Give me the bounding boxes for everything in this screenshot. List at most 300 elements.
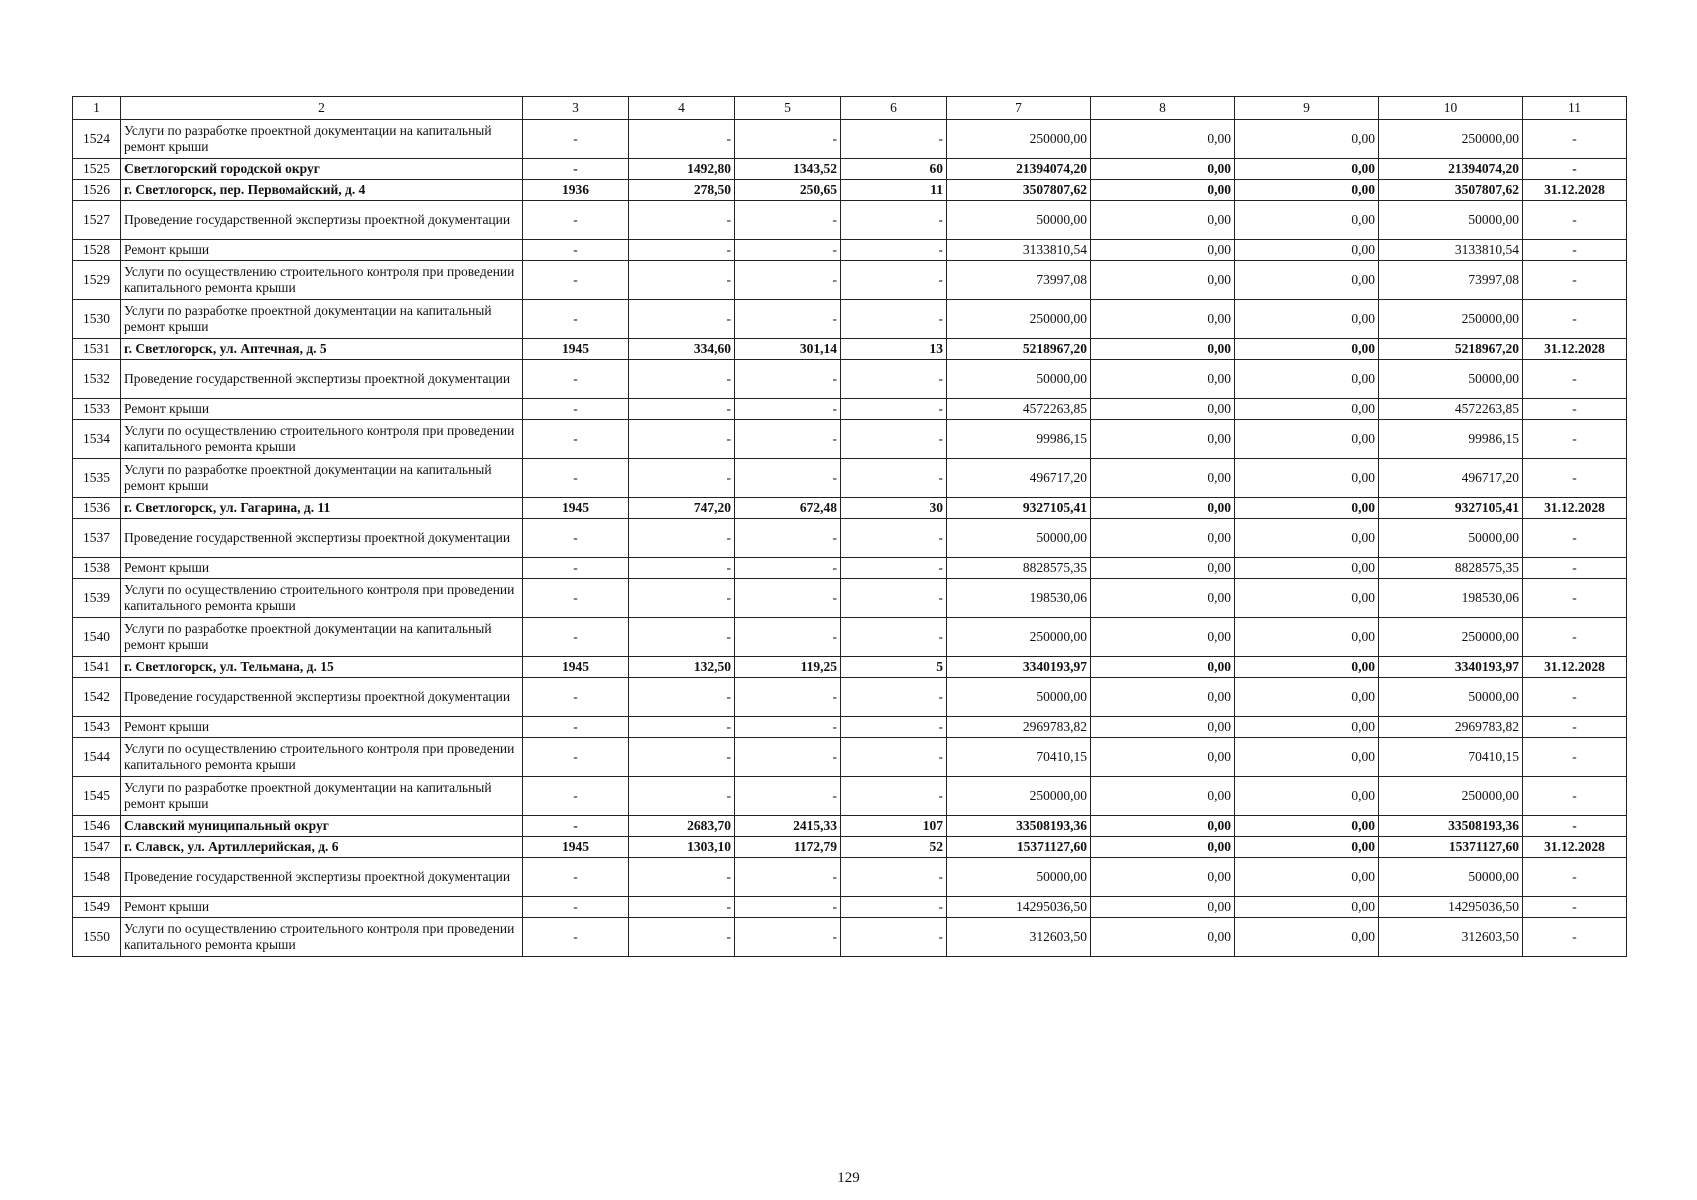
deadline-cell: - [1523,459,1627,498]
budget-cost-cell: 0,00 [1235,180,1379,201]
year-cell: - [523,420,629,459]
area-total-cell: 747,20 [629,498,735,519]
table-row [73,459,1627,498]
item-name-cell: Проведение государственной экспертизы проектной документации [121,201,523,240]
table-row [73,678,1627,717]
area-total-cell: - [629,261,735,300]
owners-cost-cell: 3507807,62 [1379,180,1523,201]
year-cell: - [523,459,629,498]
year-cell: - [523,240,629,261]
fund-cost-cell: 0,00 [1091,180,1235,201]
table-row [73,558,1627,579]
fund-cost-cell: 0,00 [1091,300,1235,339]
table-row [73,261,1627,300]
fund-cost-cell: 0,00 [1091,420,1235,459]
year-cell: - [523,120,629,159]
area-living-cell: - [735,201,841,240]
item-name-cell: Ремонт крыши [121,717,523,738]
area-living-cell: - [735,897,841,918]
owners-cost-cell: 99986,15 [1379,420,1523,459]
item-name-cell: Услуги по разработке проектной документации на капитальный ремонт крыши [121,777,523,816]
deadline-cell: 31.12.2028 [1523,180,1627,201]
header-cell: 5 [735,97,841,120]
budget-cost-cell: 0,00 [1235,459,1379,498]
fund-cost-cell: 0,00 [1091,339,1235,360]
item-name-cell: г. Светлогорск, ул. Аптечная, д. 5 [121,339,523,360]
total-cost-cell: 4572263,85 [947,399,1091,420]
residents-cell: - [841,579,947,618]
table-body [73,97,1627,957]
area-living-cell: - [735,459,841,498]
owners-cost-cell: 50000,00 [1379,201,1523,240]
deadline-cell: 31.12.2028 [1523,498,1627,519]
owners-cost-cell: 15371127,60 [1379,837,1523,858]
row-number-cell: 1535 [73,459,121,498]
area-total-cell: 132,50 [629,657,735,678]
owners-cost-cell: 250000,00 [1379,300,1523,339]
owners-cost-cell: 198530,06 [1379,579,1523,618]
residents-cell: - [841,897,947,918]
area-total-cell: - [629,120,735,159]
area-total-cell: - [629,420,735,459]
fund-cost-cell: 0,00 [1091,717,1235,738]
table-row [73,918,1627,957]
residents-cell: 11 [841,180,947,201]
total-cost-cell: 250000,00 [947,777,1091,816]
residents-cell: 60 [841,159,947,180]
area-living-cell: - [735,519,841,558]
residents-cell: - [841,618,947,657]
item-name-cell: Услуги по осуществлению строительного контроля при проведении капитального ремонта крыши [121,261,523,300]
fund-cost-cell: 0,00 [1091,519,1235,558]
row-number-cell: 1524 [73,120,121,159]
fund-cost-cell: 0,00 [1091,738,1235,777]
deadline-cell: 31.12.2028 [1523,837,1627,858]
item-name-cell: Славский муниципальный округ [121,816,523,837]
owners-cost-cell: 496717,20 [1379,459,1523,498]
budget-cost-cell: 0,00 [1235,858,1379,897]
residents-cell: - [841,519,947,558]
total-cost-cell: 15371127,60 [947,837,1091,858]
residents-cell: 52 [841,837,947,858]
item-name-cell: Услуги по осуществлению строительного контроля при проведении капитального ремонта крыши [121,579,523,618]
year-cell: - [523,519,629,558]
year-cell: 1945 [523,657,629,678]
deadline-cell: - [1523,579,1627,618]
area-total-cell: - [629,459,735,498]
table-row [73,498,1627,519]
owners-cost-cell: 250000,00 [1379,618,1523,657]
table-row [73,579,1627,618]
budget-cost-cell: 0,00 [1235,738,1379,777]
table-row [73,159,1627,180]
owners-cost-cell: 8828575,35 [1379,558,1523,579]
owners-cost-cell: 50000,00 [1379,858,1523,897]
year-cell: - [523,777,629,816]
area-total-cell: - [629,519,735,558]
total-cost-cell: 250000,00 [947,300,1091,339]
row-number-cell: 1547 [73,837,121,858]
total-cost-cell: 250000,00 [947,618,1091,657]
area-total-cell: - [629,777,735,816]
deadline-cell: - [1523,120,1627,159]
total-cost-cell: 3133810,54 [947,240,1091,261]
deadline-cell: - [1523,558,1627,579]
area-living-cell: - [735,261,841,300]
item-name-cell: Проведение государственной экспертизы проектной документации [121,519,523,558]
table-row [73,657,1627,678]
row-number-cell: 1530 [73,300,121,339]
budget-cost-cell: 0,00 [1235,558,1379,579]
year-cell: 1945 [523,339,629,360]
residents-cell: - [841,717,947,738]
owners-cost-cell: 21394074,20 [1379,159,1523,180]
header-cell: 3 [523,97,629,120]
deadline-cell: - [1523,618,1627,657]
budget-cost-cell: 0,00 [1235,339,1379,360]
row-number-cell: 1545 [73,777,121,816]
total-cost-cell: 2969783,82 [947,717,1091,738]
total-cost-cell: 5218967,20 [947,339,1091,360]
year-cell: - [523,897,629,918]
row-number-cell: 1531 [73,339,121,360]
budget-cost-cell: 0,00 [1235,717,1379,738]
row-number-cell: 1528 [73,240,121,261]
deadline-cell: - [1523,420,1627,459]
fund-cost-cell: 0,00 [1091,201,1235,240]
residents-cell: - [841,120,947,159]
residents-cell: - [841,201,947,240]
item-name-cell: Услуги по осуществлению строительного контроля при проведении капитального ремонта крыши [121,420,523,459]
header-cell: 4 [629,97,735,120]
table-row [73,858,1627,897]
area-living-cell: - [735,240,841,261]
total-cost-cell: 73997,08 [947,261,1091,300]
budget-cost-cell: 0,00 [1235,261,1379,300]
deadline-cell: - [1523,738,1627,777]
item-name-cell: Ремонт крыши [121,558,523,579]
area-living-cell: - [735,918,841,957]
residents-cell: 107 [841,816,947,837]
area-total-cell: - [629,717,735,738]
residents-cell: - [841,300,947,339]
item-name-cell: Светлогорский городской округ [121,159,523,180]
residents-cell: - [841,399,947,420]
fund-cost-cell: 0,00 [1091,858,1235,897]
budget-cost-cell: 0,00 [1235,300,1379,339]
total-cost-cell: 50000,00 [947,360,1091,399]
area-living-cell: - [735,420,841,459]
year-cell: - [523,261,629,300]
residents-cell: 13 [841,339,947,360]
total-cost-cell: 3507807,62 [947,180,1091,201]
owners-cost-cell: 50000,00 [1379,678,1523,717]
area-total-cell: - [629,738,735,777]
deadline-cell: - [1523,519,1627,558]
budget-cost-cell: 0,00 [1235,777,1379,816]
residents-cell: 30 [841,498,947,519]
table-row [73,300,1627,339]
item-name-cell: Услуги по разработке проектной документации на капитальный ремонт крыши [121,300,523,339]
budget-cost-cell: 0,00 [1235,897,1379,918]
area-living-cell: - [735,678,841,717]
area-living-cell: - [735,777,841,816]
row-number-cell: 1534 [73,420,121,459]
fund-cost-cell: 0,00 [1091,459,1235,498]
budget-cost-cell: 0,00 [1235,420,1379,459]
row-number-cell: 1550 [73,918,121,957]
area-total-cell: 1492,80 [629,159,735,180]
fund-cost-cell: 0,00 [1091,678,1235,717]
fund-cost-cell: 0,00 [1091,837,1235,858]
year-cell: - [523,399,629,420]
row-number-cell: 1529 [73,261,121,300]
budget-cost-cell: 0,00 [1235,816,1379,837]
fund-cost-cell: 0,00 [1091,816,1235,837]
row-number-cell: 1538 [73,558,121,579]
area-total-cell: 334,60 [629,339,735,360]
row-number-cell: 1526 [73,180,121,201]
row-number-cell: 1546 [73,816,121,837]
area-total-cell: - [629,897,735,918]
row-number-cell: 1533 [73,399,121,420]
area-living-cell: - [735,399,841,420]
item-name-cell: Ремонт крыши [121,897,523,918]
area-total-cell: - [629,678,735,717]
budget-cost-cell: 0,00 [1235,519,1379,558]
budget-cost-cell: 0,00 [1235,678,1379,717]
residents-cell: - [841,738,947,777]
item-name-cell: Проведение государственной экспертизы проектной документации [121,360,523,399]
deadline-cell: - [1523,159,1627,180]
total-cost-cell: 33508193,36 [947,816,1091,837]
owners-cost-cell: 4572263,85 [1379,399,1523,420]
item-name-cell: г. Светлогорск, пер. Первомайский, д. 4 [121,180,523,201]
area-living-cell: - [735,120,841,159]
residents-cell: 5 [841,657,947,678]
residents-cell: - [841,918,947,957]
deadline-cell: - [1523,717,1627,738]
year-cell: - [523,579,629,618]
header-cell: 6 [841,97,947,120]
budget-cost-cell: 0,00 [1235,837,1379,858]
budget-cost-cell: 0,00 [1235,399,1379,420]
residents-cell: - [841,777,947,816]
table-row [73,180,1627,201]
owners-cost-cell: 250000,00 [1379,777,1523,816]
owners-cost-cell: 2969783,82 [1379,717,1523,738]
item-name-cell: г. Светлогорск, ул. Тельмана, д. 15 [121,657,523,678]
area-living-cell: 2415,33 [735,816,841,837]
fund-cost-cell: 0,00 [1091,657,1235,678]
table-row [73,738,1627,777]
year-cell: - [523,360,629,399]
fund-cost-cell: 0,00 [1091,120,1235,159]
item-name-cell: Услуги по осуществлению строительного контроля при проведении капитального ремонта крыши [121,738,523,777]
table-row [73,777,1627,816]
header-cell: 11 [1523,97,1627,120]
total-cost-cell: 50000,00 [947,678,1091,717]
year-cell: - [523,618,629,657]
year-cell: - [523,816,629,837]
year-cell: 1945 [523,837,629,858]
area-living-cell: 250,65 [735,180,841,201]
total-cost-cell: 3340193,97 [947,657,1091,678]
row-number-cell: 1543 [73,717,121,738]
fund-cost-cell: 0,00 [1091,240,1235,261]
area-living-cell: - [735,618,841,657]
fund-cost-cell: 0,00 [1091,579,1235,618]
fund-cost-cell: 0,00 [1091,360,1235,399]
header-cell: 10 [1379,97,1523,120]
page-number: 129 [837,1170,860,1186]
owners-cost-cell: 312603,50 [1379,918,1523,957]
year-cell: - [523,201,629,240]
residents-cell: - [841,678,947,717]
item-name-cell: г. Светлогорск, ул. Гагарина, д. 11 [121,498,523,519]
deadline-cell: - [1523,261,1627,300]
area-total-cell: - [629,300,735,339]
residents-cell: - [841,558,947,579]
row-number-cell: 1525 [73,159,121,180]
area-total-cell: - [629,201,735,240]
row-number-cell: 1544 [73,738,121,777]
deadline-cell: - [1523,918,1627,957]
table-row [73,897,1627,918]
total-cost-cell: 496717,20 [947,459,1091,498]
area-total-cell: 1303,10 [629,837,735,858]
row-number-cell: 1536 [73,498,121,519]
fund-cost-cell: 0,00 [1091,558,1235,579]
budget-cost-cell: 0,00 [1235,918,1379,957]
area-total-cell: - [629,618,735,657]
table-row [73,837,1627,858]
year-cell: - [523,717,629,738]
budget-cost-cell: 0,00 [1235,360,1379,399]
deadline-cell: 31.12.2028 [1523,657,1627,678]
year-cell: - [523,858,629,897]
area-living-cell: - [735,738,841,777]
area-total-cell: - [629,858,735,897]
deadline-cell: - [1523,897,1627,918]
owners-cost-cell: 33508193,36 [1379,816,1523,837]
table-row [73,201,1627,240]
fund-cost-cell: 0,00 [1091,897,1235,918]
total-cost-cell: 50000,00 [947,858,1091,897]
item-name-cell: Ремонт крыши [121,240,523,261]
owners-cost-cell: 70410,15 [1379,738,1523,777]
header-cell: 2 [121,97,523,120]
year-cell: - [523,918,629,957]
budget-cost-cell: 0,00 [1235,498,1379,519]
deadline-cell: - [1523,399,1627,420]
area-living-cell: 1343,52 [735,159,841,180]
residents-cell: - [841,240,947,261]
deadline-cell: - [1523,816,1627,837]
fund-cost-cell: 0,00 [1091,399,1235,420]
deadline-cell: - [1523,858,1627,897]
column-number-header [73,97,1627,120]
deadline-cell: 31.12.2028 [1523,339,1627,360]
fund-cost-cell: 0,00 [1091,159,1235,180]
header-cell: 1 [73,97,121,120]
deadline-cell: - [1523,360,1627,399]
row-number-cell: 1541 [73,657,121,678]
area-living-cell: - [735,300,841,339]
total-cost-cell: 21394074,20 [947,159,1091,180]
year-cell: - [523,738,629,777]
row-number-cell: 1548 [73,858,121,897]
residents-cell: - [841,858,947,897]
table-row [73,339,1627,360]
area-total-cell: - [629,918,735,957]
owners-cost-cell: 3133810,54 [1379,240,1523,261]
area-living-cell: - [735,579,841,618]
fund-cost-cell: 0,00 [1091,918,1235,957]
budget-cost-cell: 0,00 [1235,657,1379,678]
table-row [73,360,1627,399]
total-cost-cell: 250000,00 [947,120,1091,159]
table-row [73,519,1627,558]
budget-cost-cell: 0,00 [1235,201,1379,240]
owners-cost-cell: 73997,08 [1379,261,1523,300]
deadline-cell: - [1523,777,1627,816]
item-name-cell: Услуги по разработке проектной документации на капитальный ремонт крыши [121,459,523,498]
area-living-cell: - [735,717,841,738]
year-cell: - [523,678,629,717]
budget-cost-cell: 0,00 [1235,579,1379,618]
item-name-cell: Услуги по разработке проектной документации на капитальный ремонт крыши [121,618,523,657]
owners-cost-cell: 50000,00 [1379,360,1523,399]
budget-cost-cell: 0,00 [1235,240,1379,261]
area-total-cell: - [629,399,735,420]
year-cell: 1936 [523,180,629,201]
fund-cost-cell: 0,00 [1091,777,1235,816]
row-number-cell: 1537 [73,519,121,558]
total-cost-cell: 198530,06 [947,579,1091,618]
deadline-cell: - [1523,678,1627,717]
residents-cell: - [841,261,947,300]
item-name-cell: Проведение государственной экспертизы проектной документации [121,678,523,717]
residents-cell: - [841,459,947,498]
area-total-cell: 278,50 [629,180,735,201]
row-number-cell: 1532 [73,360,121,399]
area-living-cell: 119,25 [735,657,841,678]
budget-cost-cell: 0,00 [1235,120,1379,159]
owners-cost-cell: 5218967,20 [1379,339,1523,360]
area-living-cell: - [735,360,841,399]
area-total-cell: 2683,70 [629,816,735,837]
item-name-cell: г. Славск, ул. Артиллерийская, д. 6 [121,837,523,858]
year-cell: - [523,558,629,579]
year-cell: - [523,159,629,180]
item-name-cell: Услуги по разработке проектной документации на капитальный ремонт крыши [121,120,523,159]
fund-cost-cell: 0,00 [1091,618,1235,657]
deadline-cell: - [1523,240,1627,261]
table-row [73,717,1627,738]
area-total-cell: - [629,360,735,399]
total-cost-cell: 50000,00 [947,519,1091,558]
row-number-cell: 1539 [73,579,121,618]
budget-cost-cell: 0,00 [1235,159,1379,180]
owners-cost-cell: 14295036,50 [1379,897,1523,918]
area-living-cell: 301,14 [735,339,841,360]
area-total-cell: - [629,558,735,579]
item-name-cell: Услуги по осуществлению строительного контроля при проведении капитального ремонта крыши [121,918,523,957]
budget-cost-cell: 0,00 [1235,618,1379,657]
owners-cost-cell: 3340193,97 [1379,657,1523,678]
area-total-cell: - [629,579,735,618]
